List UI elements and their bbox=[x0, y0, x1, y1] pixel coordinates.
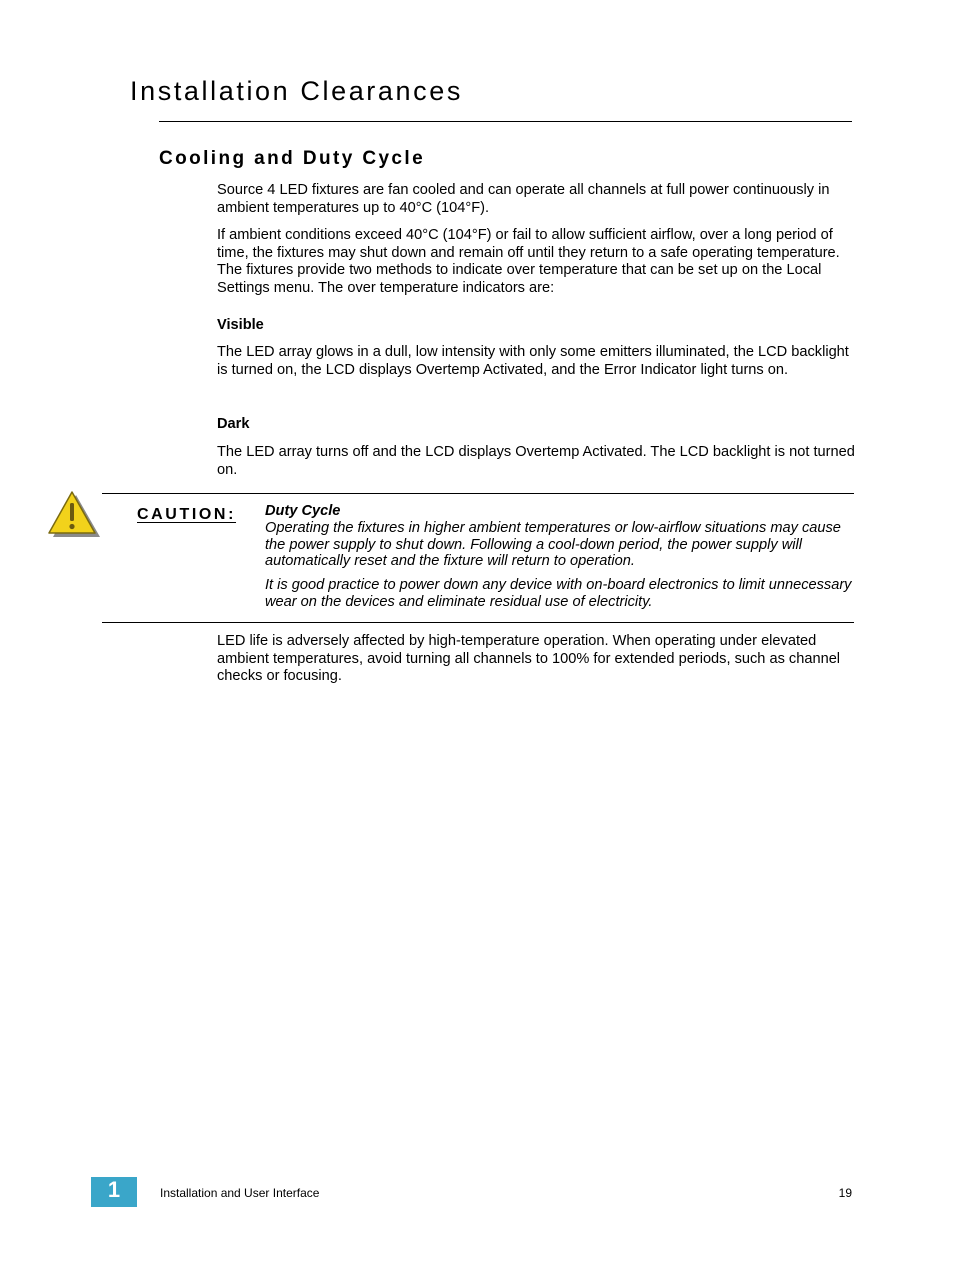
dark-heading: Dark bbox=[217, 416, 250, 432]
chapter-tab: 1 bbox=[91, 1177, 137, 1207]
section-heading: Cooling and Duty Cycle bbox=[159, 148, 426, 169]
intro-paragraph: Source 4 LED fixtures are fan cooled and can operate all channels at full power continuously in ambient temperatures up to 40°C (104°F). bbox=[217, 182, 830, 216]
caution-bottom-divider bbox=[102, 622, 854, 623]
conditions-paragraph: If ambient conditions exceed 40°C (104°F) or fail to allow sufficient airflow, over a long period of time, the fixtures may shut down and remain off until they return to a safe operating temperature. The fixtures provide two methods to indicate over temperature that can be set up on the Local Settings menu. The over temperature indicators are: bbox=[217, 227, 840, 296]
footer-section-name: Installation and User Interface bbox=[160, 1186, 320, 1200]
title-divider bbox=[159, 121, 852, 122]
closing-paragraph: LED life is adversely affected by high-temperature operation. When operating under elevated ambient temperatures, avoid turning all channels to 100% for extended periods, such as channel checks or focusing. bbox=[217, 633, 841, 684]
visible-heading: Visible bbox=[217, 317, 264, 333]
caution-label: CAUTION: bbox=[137, 506, 237, 523]
caution-top-divider bbox=[102, 493, 854, 494]
caution-paragraph-1: Operating the fixtures in higher ambient temperatures or low-airflow situations may cause the power supply to shut down. Following a cool-down period, the power supply will automatically reset and the fixture will return to operation. bbox=[265, 520, 841, 569]
footer-page-number: 19 bbox=[838, 1186, 852, 1200]
warning-triangle-icon bbox=[48, 489, 100, 541]
page-title: Installation Clearances bbox=[130, 76, 463, 106]
caution-title: Duty Cycle bbox=[265, 503, 341, 519]
visible-paragraph: The LED array glows in a dull, low intensity with only some emitters illuminated, the LCD backlight is turned on, the LCD displays Overtemp Activated, and the Error Indicator light turns on. bbox=[217, 344, 849, 378]
caution-paragraph-2: It is good practice to power down any device with on-board electronics to limit unnecessary wear on the devices and eliminate residual use of electricity. bbox=[265, 577, 852, 610]
dark-paragraph: The LED array turns off and the LCD displays Overtemp Activated. The LCD backlight is not turned on. bbox=[217, 444, 855, 478]
